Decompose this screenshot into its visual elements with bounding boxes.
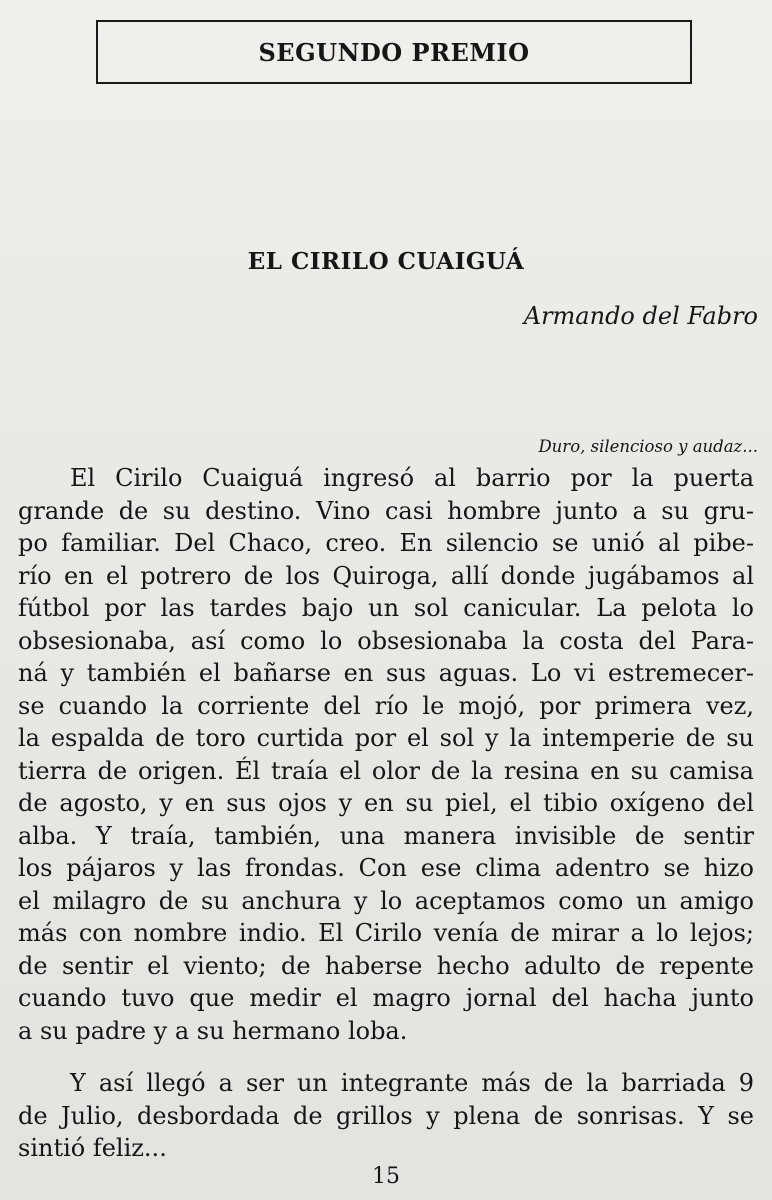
text-line: más con nombre indio. El Cirilo venía de mirar a lo lejos; (18, 919, 754, 947)
prize-heading: SEGUNDO PREMIO (258, 37, 530, 67)
text-line: río en el potrero de los Quiroga, allí donde jugábamos al (18, 561, 754, 590)
prize-heading-box (96, 20, 692, 84)
text-line: alba. Y traía, también, una manera invisible de sentir (18, 821, 754, 850)
text-line: de Julio, desbordada de grillos y plena de sonrisas. Y se (18, 1101, 754, 1130)
text-line: tierra de origen. Él traía el olor de la resina en su camisa (18, 756, 754, 785)
text-line: El Cirilo Cuaiguá ingresó al barrio por la puerta (70, 464, 754, 492)
text-line: sintió feliz... (18, 1134, 167, 1162)
text-line: ná y también el bañarse en sus aguas. Lo vi estremecer- (18, 659, 754, 687)
text-line: el milagro de su anchura y lo aceptamos como un amigo (18, 886, 754, 915)
text-line: la espalda de toro curtida por el sol y la intemperie de su (18, 724, 754, 752)
paragraph-1 (18, 462, 754, 1047)
text-line: fútbol por las tardes bajo un sol canicular. La pelota lo (18, 594, 754, 622)
page-number: 15 (372, 1164, 400, 1189)
text-line: Y así llegó a ser un integrante más de la barriada 9 (70, 1069, 754, 1097)
text-line: de sentir el viento; de haberse hecho adulto de repente (18, 951, 754, 980)
text-line: de agosto, y en sus ojos y en su piel, el tibio oxígeno del (18, 789, 754, 817)
text-line: los pájaros y las frondas. Con ese clima adentro se hizo (18, 854, 754, 882)
story-title: EL CIRILO CUAIGUÁ (247, 248, 525, 275)
text-line: a su padre y a su hermano loba. (18, 1016, 408, 1045)
text-line: po familiar. Del Chaco, creo. En silencio se unió al pibe- (18, 529, 754, 557)
text-line: obsesionaba, así como lo obsesionaba la costa del Para- (18, 626, 754, 655)
paragraph-gap (18, 1047, 754, 1067)
story-body (18, 462, 754, 1165)
author-name: Armando del Fabro (523, 302, 758, 330)
text-line: grande de su destino. Vino casi hombre junto a su gru- (18, 496, 754, 525)
text-line: cuando tuvo que medir el magro jornal del hacha junto (18, 984, 754, 1012)
text-line: se cuando la corriente del río le mojó, por primera vez, (18, 691, 754, 720)
paragraph-2 (18, 1067, 754, 1165)
epigraph: Duro, silencioso y audaz... (538, 437, 758, 456)
